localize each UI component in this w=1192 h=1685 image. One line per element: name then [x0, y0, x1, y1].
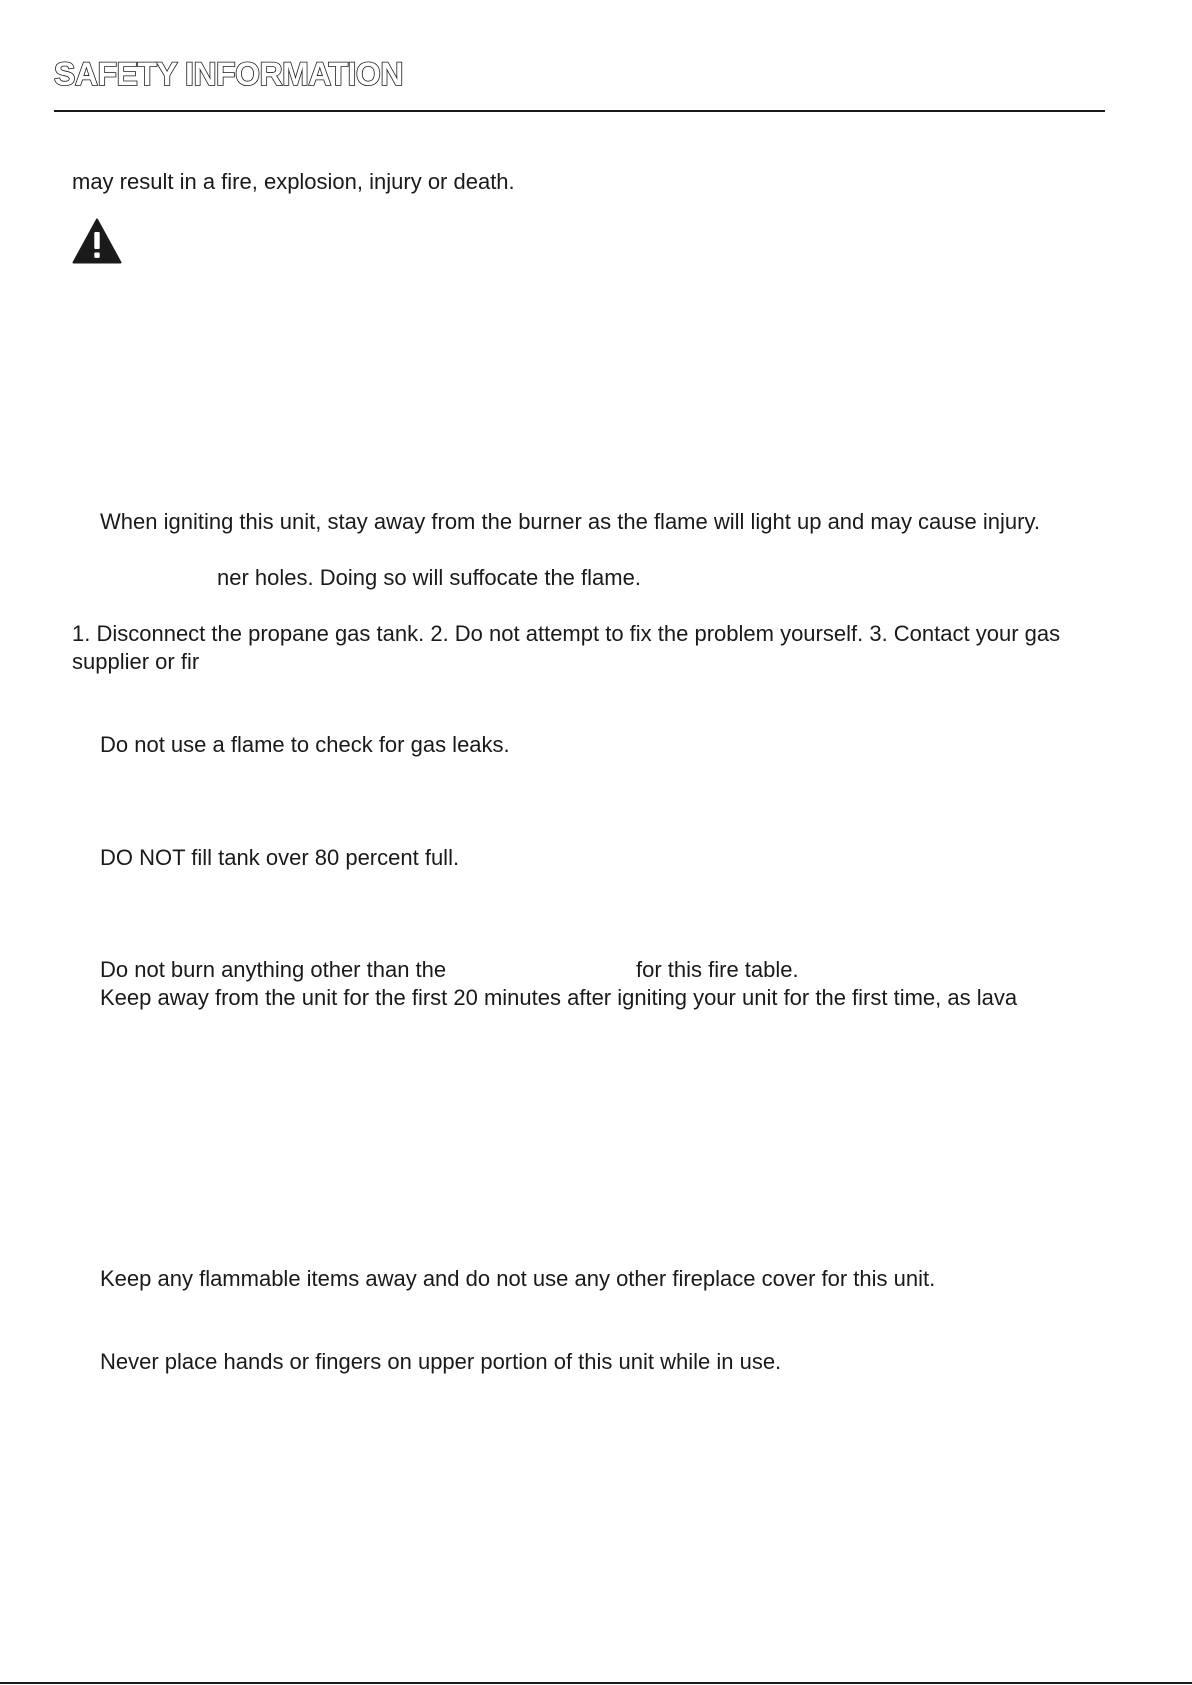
text-line-keep-away: Keep away from the unit for the first 20 minutes after igniting your unit for the first time, as lava	[100, 985, 1018, 1010]
text-line-burn-a: Do not burn anything other than the	[100, 957, 447, 982]
text-line-disconnect: 1. Disconnect the propane gas tank. 2. Do not attempt to fix the problem yourself. 3. Contact your gas	[72, 621, 1061, 646]
text-line-result: may result in a fire, explosion, injury or death.	[72, 169, 515, 194]
text-line-igniting: When igniting this unit, stay away from the burner as the flame will light up and may cause injury.	[100, 509, 1040, 534]
text-line-supplier: supplier or fir	[72, 649, 200, 674]
warning-triangle-icon	[72, 218, 122, 264]
footer-divider	[0, 1682, 1192, 1684]
text-line-burn-b: for this fire table.	[636, 957, 799, 982]
title-divider	[54, 110, 1105, 112]
text-line-flammable: Keep any flammable items away and do not use any other fireplace cover for this unit.	[100, 1266, 936, 1291]
page-title: SAFETY INFORMATION	[54, 56, 403, 92]
text-line-hands: Never place hands or fingers on upper portion of this unit while in use.	[100, 1349, 782, 1374]
text-line-tank: DO NOT fill tank over 80 percent full.	[100, 845, 460, 870]
text-line-holes: ner holes. Doing so will suffocate the flame.	[217, 565, 641, 590]
text-line-leaks: Do not use a flame to check for gas leaks.	[100, 732, 510, 757]
